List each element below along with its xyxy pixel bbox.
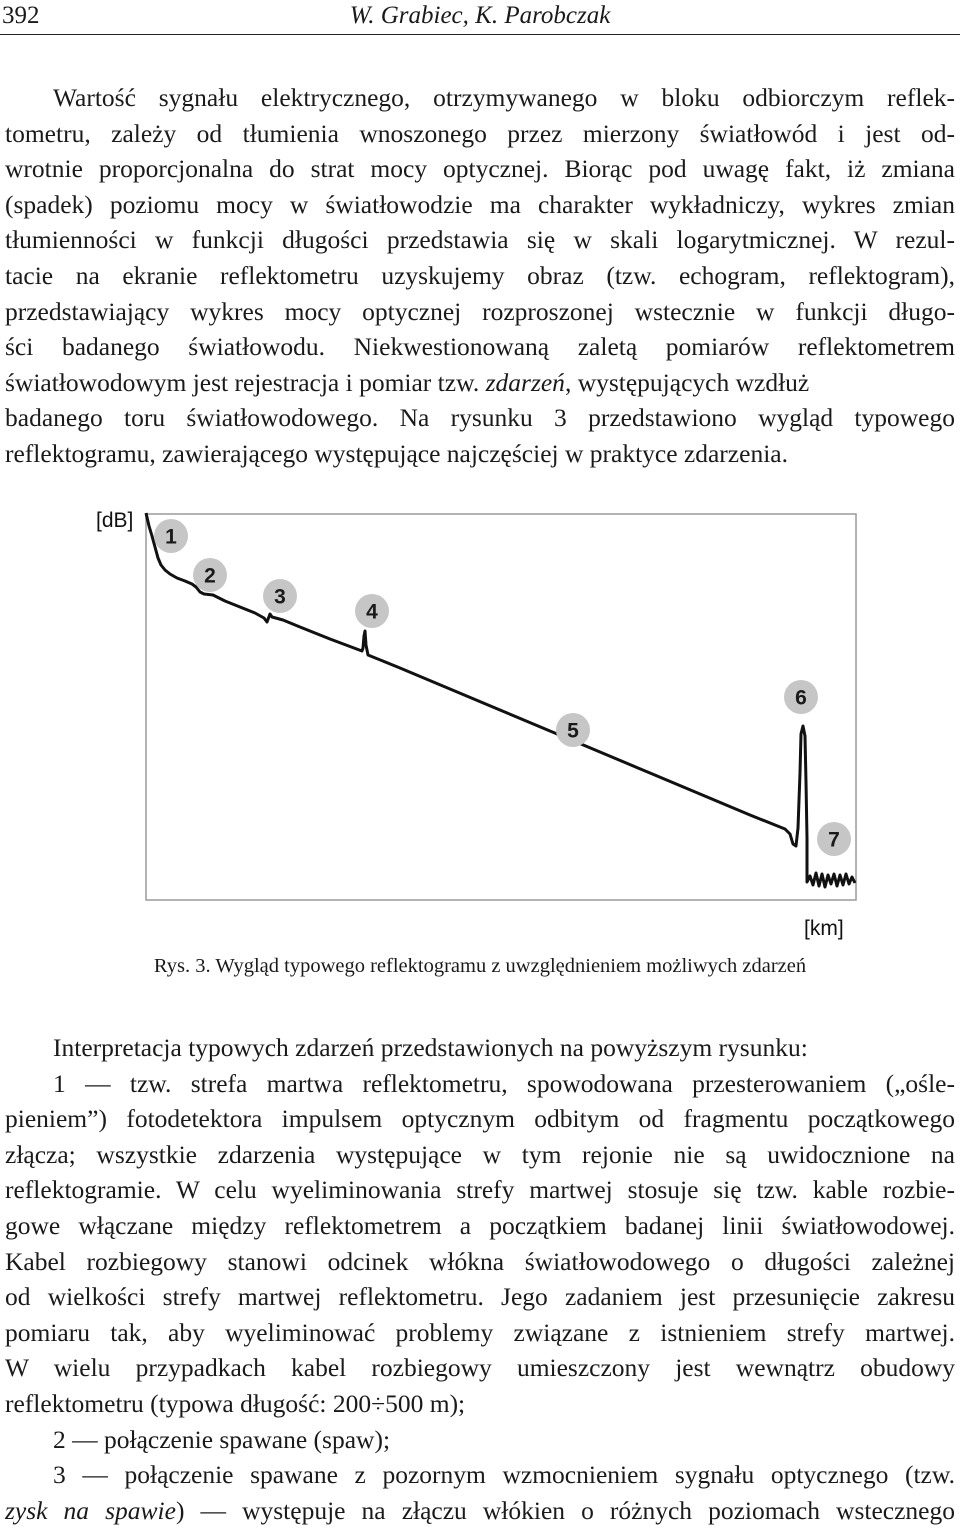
y-axis-unit: [dB]	[96, 509, 134, 532]
svg-text:4: 4	[366, 600, 378, 624]
event-marker-1	[154, 519, 188, 553]
text-line: złącza; wszystkie zdarzenia występujące w tym rejonie nie są uwidocznione na	[5, 1139, 955, 1169]
event-marker-2	[193, 558, 227, 592]
text-line: pieniem”) fotodetektora impulsem optycznym odbitym od fragmentu początkowego	[5, 1104, 955, 1134]
svg-text:2: 2	[204, 564, 216, 588]
interpretation-paragraph	[5, 1030, 955, 1528]
text-line: tłumienności w funkcji długości przedstawia się w skali logarytmicznej. W rezul-	[5, 225, 955, 255]
text-line: 2 — połączenie spawane (spaw);	[53, 1424, 391, 1454]
page-header	[0, 0, 960, 35]
text-line: od wielkości strefy martwej reflektometru. Jego zadaniem jest przesunięcie zakresu	[5, 1282, 955, 1312]
text-run: światłowodowym jest rejestracja i pomiar tzw.	[5, 367, 486, 397]
text-line: gowe włączane między reflektometrem a początkiem badanej linii światłowodowej.	[5, 1210, 955, 1240]
text-line: W wielu przypadkach kabel rozbiegowy umieszczony jest wewnątrz obudowy	[5, 1353, 955, 1383]
text-line: reflektogramie. W celu wyeliminowania strefy martwej stosuje się tzw. kable rozbie-	[5, 1175, 955, 1205]
text-line: badanego toru światłowodowego. Na rysunku 3 przedstawiono wygląd typowego	[5, 403, 955, 433]
text-line: tacie na ekranie reflektometru uzyskujemy obraz (tzw. echogram, reflektogram),	[5, 260, 955, 290]
text-line: ści badanego światłowodu. Niekwestionowaną zaletą pomiarów reflektometrem	[5, 332, 955, 362]
event-marker-4	[355, 594, 389, 628]
italic-term: zysk na spawie	[5, 1495, 176, 1525]
text-line	[5, 365, 955, 401]
x-axis-unit: [km]	[804, 917, 844, 940]
svg-text:7: 7	[828, 828, 840, 852]
text-line: 3 — połączenie spawane z pozornym wzmocnieniem sygnału optycznego (tzw.	[53, 1460, 955, 1490]
svg-text:3: 3	[274, 585, 286, 609]
intro-paragraph	[5, 80, 955, 472]
text-run: ) — występuje na złączu włókien o różnych poziomach wstecznego	[175, 1495, 955, 1525]
event-marker-6	[784, 680, 818, 714]
text-line: 1 — tzw. strefa martwa reflektometru, spowodowana przesterowaniem („ośle-	[53, 1068, 955, 1098]
trace-line	[146, 513, 855, 887]
event-marker-7	[817, 822, 851, 856]
running-title: W. Grabiec, K. Parobczak	[349, 2, 611, 29]
event-marker-5	[556, 713, 590, 747]
text-line: wrotnie proporcjonalna do strat mocy optycznej. Biorąc pod uwagę fakt, iż zmiana	[5, 154, 955, 184]
event-marker-3	[263, 579, 297, 613]
text-line: Wartość sygnału elektrycznego, otrzymywanego w bloku odbiorczym reflek-	[53, 83, 955, 112]
text-line: przedstawiający wykres mocy optycznej rozproszonej wstecznie w funkcji długo-	[5, 296, 955, 326]
italic-term: zdarzeń	[485, 367, 565, 397]
text-line: reflektogramu, zawierającego występujące najczęściej w praktyce zdarzenia.	[5, 438, 788, 468]
svg-text:6: 6	[795, 686, 807, 710]
svg-text:1: 1	[165, 525, 177, 549]
text-run: , występujących wzdłuż	[564, 367, 810, 397]
text-line: (spadek) poziomu mocy w światłowodzie ma charakter wykładniczy, wykres zmian	[5, 189, 955, 219]
reflectogram-figure	[0, 498, 960, 958]
svg-text:5: 5	[567, 719, 579, 743]
figure-caption: Rys. 3. Wygląd typowego reflektogramu z uwzględnieniem możliwych zdarzeń	[153, 955, 807, 977]
plot-frame	[146, 514, 856, 900]
text-line: tometru, zależy od tłumienia wnoszonego przez mierzony światłowód i jest od-	[5, 118, 955, 148]
page-number: 392	[2, 2, 40, 29]
text-line: pomiaru tak, aby wyeliminować problemy związane z istnieniem strefy martwej.	[5, 1317, 955, 1347]
text-line: reflektometru (typowa długość: 200÷500 m);	[5, 1388, 466, 1418]
text-line: Interpretacja typowych zdarzeń przedstawionych na powyższym rysunku:	[53, 1033, 808, 1062]
text-line: Kabel rozbiegowy stanowi odcinek włókna światłowodowego o długości zależnej	[5, 1246, 955, 1276]
